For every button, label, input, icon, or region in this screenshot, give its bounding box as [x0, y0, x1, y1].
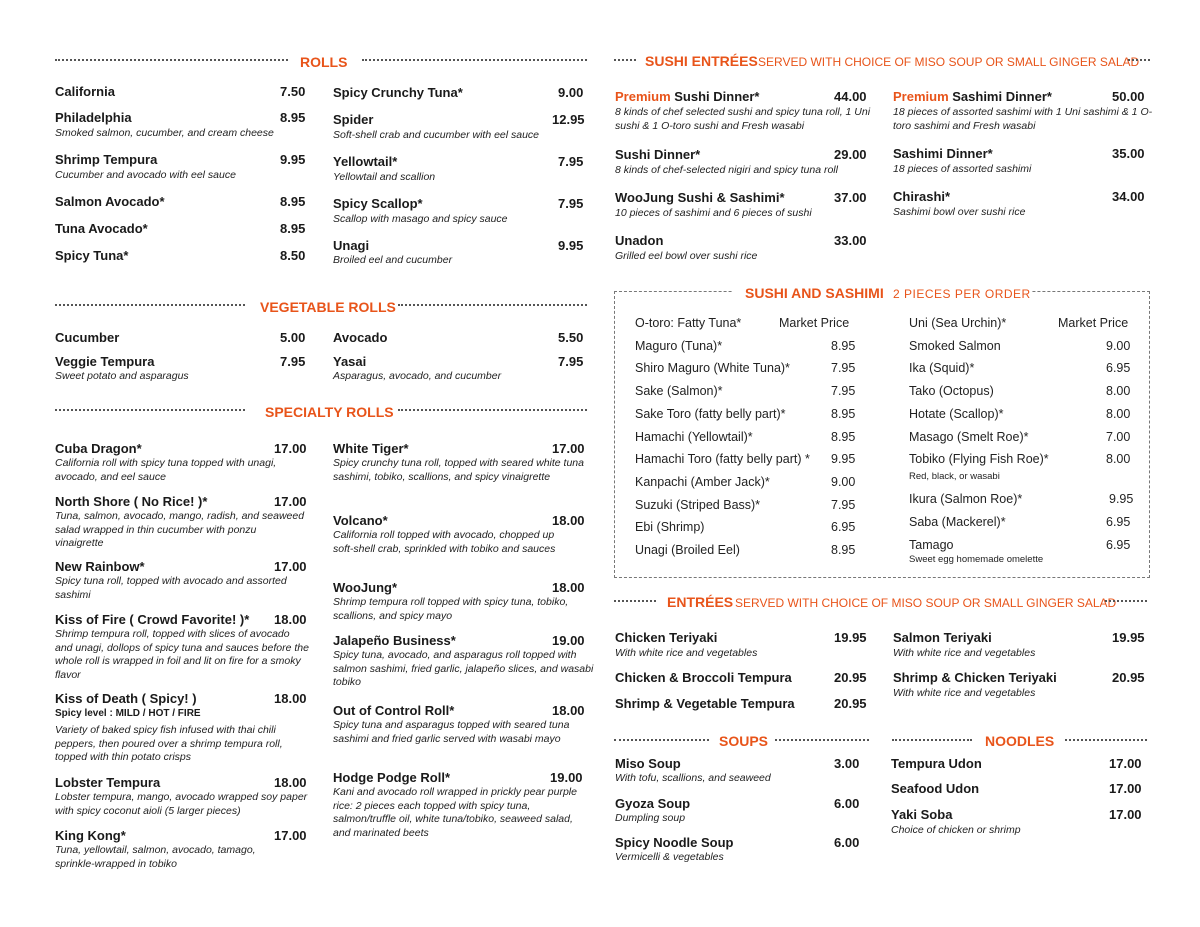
item-name: Lobster Tempura	[55, 775, 161, 790]
item-price: 19.00	[550, 770, 583, 785]
section-subtitle: SERVED WITH CHOICE OF MISO SOUP OR SMALL GINGER SALAD	[735, 596, 1117, 610]
item-price: 19.95	[1112, 630, 1145, 645]
item-name: North Shore ( No Rice! )*	[55, 494, 208, 509]
item-price: 17.00	[274, 494, 307, 509]
item-name: Yaki Soba	[891, 807, 953, 822]
item-price: 9.00	[558, 85, 584, 100]
item-price: 9.95	[1109, 492, 1134, 506]
item-price: 20.95	[1112, 670, 1145, 685]
section-title-entrees: ENTRÉES	[667, 594, 734, 610]
item-price: 8.50	[280, 248, 306, 263]
item-price: 9.95	[558, 238, 584, 253]
divider	[614, 739, 709, 741]
item-name: Tako (Octopus)	[909, 384, 994, 398]
item-description: 8 kinds of chef selected sushi and spicy tuna roll, 1 Uni sushi & 1 O-toro sushi and Fresh wasabi	[615, 106, 871, 132]
item-name: White Tiger*	[333, 441, 409, 456]
item-name: Tuna Avocado*	[55, 221, 148, 236]
item-price: 17.00	[552, 441, 585, 456]
item-name: Ika (Squid)*	[909, 361, 975, 375]
item-price: 6.95	[831, 520, 856, 534]
item-price: 17.00	[1109, 756, 1142, 771]
item-name: Seafood Udon	[891, 781, 980, 796]
item-price: 8.95	[280, 194, 306, 209]
item-name: Avocado	[333, 330, 388, 345]
item-price: 17.00	[274, 441, 307, 456]
item-name: WooJung*	[333, 580, 398, 595]
item-description: Tuna, yellowtail, salmon, avocado, tamago, sprinkle-wrapped in tobiko	[55, 844, 256, 870]
divider	[775, 739, 869, 741]
item-price: 34.00	[1112, 189, 1145, 204]
item-name: Saba (Mackerel)*	[909, 515, 1006, 529]
item-price: 8.95	[831, 430, 856, 444]
item-price: 29.00	[834, 147, 867, 162]
item-price: 7.00	[1106, 430, 1131, 444]
item-description: California roll topped with avocado, chopped up soft-shell crab, sprinkled with tobiko and sauces	[333, 529, 556, 555]
item-price: 17.00	[1109, 781, 1142, 796]
item-price: 18.00	[274, 775, 307, 790]
item-description: Smoked salmon, cucumber, and cream cheese	[55, 127, 274, 139]
item-name: Cuba Dragon*	[55, 441, 142, 456]
item-description: Variety of baked spicy fish infused with thai chili peppers, then poured over a shrimp tempura roll, topped with thin potato crisps	[55, 724, 283, 763]
item-description: Cucumber and avocado with eel sauce	[55, 169, 236, 181]
item-price: 17.00	[274, 559, 307, 574]
item-price: 9.00	[831, 475, 856, 489]
item-price: 7.95	[558, 196, 584, 211]
item-description: California roll with spicy tuna topped with unagi, avocado, and eel sauce	[55, 457, 277, 483]
item-price: 50.00	[1112, 89, 1145, 104]
item-description: Spicy crunchy tuna roll, topped with seared white tuna sashimi, tobiko, scallions, and spicy vinaigrette	[333, 457, 584, 483]
item-name: Sake (Salmon)*	[635, 384, 723, 398]
item-name: Kanpachi (Amber Jack)*	[635, 475, 770, 489]
item-name: Unagi (Broiled Eel)	[635, 543, 740, 557]
item-price: 37.00	[834, 190, 867, 205]
item-name: Hamachi Toro (fatty belly part) *	[635, 452, 810, 466]
item-description: With white rice and vegetables	[893, 647, 1036, 659]
item-price: 9.95	[831, 452, 856, 466]
item-note: Sweet egg homemade omelette	[909, 554, 1044, 565]
item-price: 5.00	[280, 330, 306, 345]
item-name: Tempura Udon	[891, 756, 982, 771]
item-name: Salmon Avocado*	[55, 194, 165, 209]
item-description: Sweet potato and asparagus	[55, 370, 189, 382]
divider	[1065, 739, 1147, 741]
item-price: 7.95	[831, 384, 856, 398]
item-name: Tamago	[909, 538, 954, 552]
item-name: Salmon Teriyaki	[893, 630, 992, 645]
item-price: 6.00	[834, 835, 860, 850]
item-description: With tofu, scallions, and seaweed	[615, 772, 771, 784]
item-price: 8.95	[280, 221, 306, 236]
item-name: Hotate (Scallop)*	[909, 407, 1004, 421]
item-description: Tuna, salmon, avocado, mango, radish, and seaweed salad wrapped in thin cucumber with ponzu vinaigrette	[55, 510, 305, 549]
item-name: California	[55, 84, 115, 99]
section-title-noodles: NOODLES	[985, 733, 1055, 749]
item-description: 18 pieces of assorted sashimi	[893, 163, 1032, 175]
item-price: 7.95	[558, 354, 584, 369]
item-name: Tobiko (Flying Fish Roe)*	[909, 452, 1049, 466]
item-price: 20.95	[834, 670, 867, 685]
item-price: 19.95	[834, 630, 867, 645]
item-name: Masago (Smelt Roe)*	[909, 430, 1029, 444]
item-price: 8.95	[831, 543, 856, 557]
item-name: Philadelphia	[55, 110, 132, 125]
item-description: Scallop with masago and spicy sauce	[333, 213, 508, 225]
item-description: Choice of chicken or shrimp	[891, 824, 1021, 836]
item-price: 18.00	[274, 691, 307, 706]
section-title-vegetable-rolls: VEGETABLE ROLLS	[260, 299, 396, 315]
item-name: Sashimi Dinner*	[893, 146, 993, 161]
item-description: Soft-shell crab and cucumber with eel sauce	[333, 129, 540, 141]
item-name: Uni (Sea Urchin)*	[909, 316, 1007, 330]
item-name: Ikura (Salmon Roe)*	[909, 492, 1023, 506]
item-price: 8.95	[831, 407, 856, 421]
item-description: With white rice and vegetables	[893, 687, 1036, 699]
divider	[892, 739, 972, 741]
item-price: 7.95	[831, 498, 856, 512]
section-subtitle: 2 PIECES PER ORDER	[893, 287, 1031, 301]
item-description: Spicy tuna and asparagus topped with seared tuna sashimi and fried garlic served with wasabi mayo	[333, 719, 570, 745]
section-title-sushi-sashimi: SUSHI AND SASHIMI	[745, 285, 884, 301]
divider	[614, 600, 656, 602]
item-name: Jalapeño Business*	[333, 633, 456, 648]
item-name: Out of Control Roll*	[333, 703, 455, 718]
item-description: Vermicelli & vegetables	[615, 851, 724, 863]
item-name: Chirashi*	[893, 189, 951, 204]
item-name: Spicy Noodle Soup	[615, 835, 734, 850]
item-description: With white rice and vegetables	[615, 647, 758, 659]
item-price: 8.00	[1106, 407, 1131, 421]
item-name: Shrimp & Vegetable Tempura	[615, 696, 795, 711]
item-name: Spicy Tuna*	[55, 248, 129, 263]
item-name: O-toro: Fatty Tuna*	[635, 316, 742, 330]
item-name: Kiss of Fire ( Crowd Favorite! )*	[55, 612, 250, 627]
section-title-rolls: ROLLS	[300, 54, 348, 70]
item-name: Kiss of Death ( Spicy! )	[55, 691, 197, 706]
section-title-soups: SOUPS	[719, 733, 769, 749]
item-description: Yellowtail and scallion	[333, 171, 436, 183]
item-description: Grilled eel bowl over sushi rice	[615, 250, 758, 262]
item-name: Shiro Maguro (White Tuna)*	[635, 361, 790, 375]
item-note: Red, black, or wasabi	[909, 471, 1000, 482]
item-description: 8 kinds of chef-selected nigiri and spicy tuna roll	[615, 164, 838, 176]
spicy-level: Spicy level : MILD / HOT / FIRE	[55, 708, 201, 719]
divider	[1105, 600, 1147, 602]
item-price: 18.00	[552, 513, 585, 528]
item-price: 9.95	[280, 152, 306, 167]
item-name: Yasai	[333, 354, 367, 369]
item-price: 6.95	[1106, 515, 1131, 529]
item-name: Maguro (Tuna)*	[635, 339, 723, 353]
section-title-sushi-entrees: SUSHI ENTRÉES	[645, 53, 758, 69]
item-name: Veggie Tempura	[55, 354, 155, 369]
item-price: 44.00	[834, 89, 867, 104]
item-price: 9.00	[1106, 339, 1131, 353]
item-name: Chicken & Broccoli Tempura	[615, 670, 792, 685]
item-name: Unadon	[615, 233, 664, 248]
item-name: Unagi	[333, 238, 370, 253]
divider	[55, 304, 245, 306]
item-price: 19.00	[552, 633, 585, 648]
item-price: 7.95	[558, 154, 584, 169]
item-price: 18.00	[552, 703, 585, 718]
item-name: Chicken Teriyaki	[615, 630, 718, 645]
item-price: 6.95	[1106, 361, 1131, 375]
item-description: Dumpling soup	[615, 812, 686, 824]
item-name: Hamachi (Yellowtail)*	[635, 430, 753, 444]
item-price: 6.00	[834, 796, 860, 811]
item-price: 17.00	[274, 828, 307, 843]
item-name: Ebi (Shrimp)	[635, 520, 705, 534]
item-price: 6.95	[1106, 538, 1131, 552]
item-name: Spicy Scallop*	[333, 196, 423, 211]
item-name: Hodge Podge Roll*	[333, 770, 450, 785]
item-description: 10 pieces of sashimi and 6 pieces of sushi	[615, 207, 812, 219]
section-subtitle: SERVED WITH CHOICE OF MISO SOUP OR SMALL GINGER SALAD	[758, 55, 1140, 69]
divider	[362, 59, 587, 61]
item-description: Sashimi bowl over sushi rice	[893, 206, 1026, 218]
item-name: Sashimi Dinner*	[948, 89, 1052, 104]
item-price: 17.00	[1109, 807, 1142, 822]
item-description: Shrimp tempura roll topped with spicy tuna, tobiko, scallions, and spicy mayo	[333, 596, 569, 622]
item-name: Spider	[333, 112, 374, 127]
item-price: 5.50	[558, 330, 584, 345]
item-name: Miso Soup	[615, 756, 681, 771]
item-price: 12.95	[552, 112, 585, 127]
section-title-specialty-rolls: SPECIALTY ROLLS	[265, 404, 394, 420]
divider	[398, 409, 587, 411]
item-price: 7.95	[831, 361, 856, 375]
item-price: 3.00	[834, 756, 860, 771]
item-name: Volcano*	[333, 513, 388, 528]
item-price: 7.50	[280, 84, 306, 99]
item-description: Lobster tempura, mango, avocado wrapped soy paper with spicy coconut aioli (5 larger pieces)	[55, 791, 308, 817]
item-name: Shrimp Tempura	[55, 152, 158, 167]
item-name: Spicy Crunchy Tuna*	[333, 85, 463, 100]
item-price: 8.00	[1106, 384, 1131, 398]
item-description: Spicy tuna, avocado, and asparagus roll topped with salmon sashimi, fried garlic, jalapeño slices, and wasabi tobiko	[333, 649, 594, 688]
item-name: Suzuki (Striped Bass)*	[635, 498, 761, 512]
divider	[55, 59, 288, 61]
divider	[614, 59, 636, 61]
item-description: Broiled eel and cucumber	[333, 254, 453, 266]
item-name: King Kong*	[55, 828, 126, 843]
item-price: 35.00	[1112, 146, 1145, 161]
premium-label: Premium	[893, 89, 949, 104]
item-name: Smoked Salmon	[909, 339, 1001, 353]
item-name: Sushi Dinner*	[615, 147, 701, 162]
item-price: 8.00	[1106, 452, 1131, 466]
item-description: Asparagus, avocado, and cucumber	[333, 370, 502, 382]
item-price: 20.95	[834, 696, 867, 711]
item-description: Kani and avocado roll wrapped in prickly pear purple rice: 2 pieces each topped with spicy tuna, salmon/truffle oil, white tuna/tobiko, seaweed salad, and marinated beets	[333, 786, 577, 839]
item-price: 33.00	[834, 233, 867, 248]
item-name: Shrimp & Chicken Teriyaki	[893, 670, 1057, 685]
item-price: 8.95	[280, 110, 306, 125]
item-price: 18.00	[552, 580, 585, 595]
item-name: WooJung Sushi & Sashimi*	[615, 190, 785, 205]
item-price: 8.95	[831, 339, 856, 353]
item-name: Cucumber	[55, 330, 120, 345]
item-name: Sushi Dinner*	[670, 89, 760, 104]
item-name: Gyoza Soup	[615, 796, 691, 811]
item-price: Market Price	[1058, 316, 1129, 330]
item-name: Sake Toro (fatty belly part)*	[635, 407, 786, 421]
item-description: Shrimp tempura roll, topped with slices of avocado and unagi, dollops of spicy tuna and sauces before the whole roll is wrapped in foil and lit on fire for a smoky flavor	[55, 628, 309, 681]
divider	[1128, 59, 1150, 61]
item-price: 18.00	[274, 612, 307, 627]
divider	[398, 304, 587, 306]
item-name: New Rainbow*	[55, 559, 145, 574]
item-price: 7.95	[280, 354, 306, 369]
premium-label: Premium	[615, 89, 671, 104]
item-description: Spicy tuna roll, topped with avocado and assorted sashimi	[55, 575, 287, 601]
item-price: Market Price	[779, 316, 850, 330]
item-description: 18 pieces of assorted sashimi with 1 Uni sashimi & 1 O-toro sashimi and Fresh wasabi	[893, 106, 1153, 132]
divider	[55, 409, 245, 411]
item-name: Yellowtail*	[333, 154, 398, 169]
